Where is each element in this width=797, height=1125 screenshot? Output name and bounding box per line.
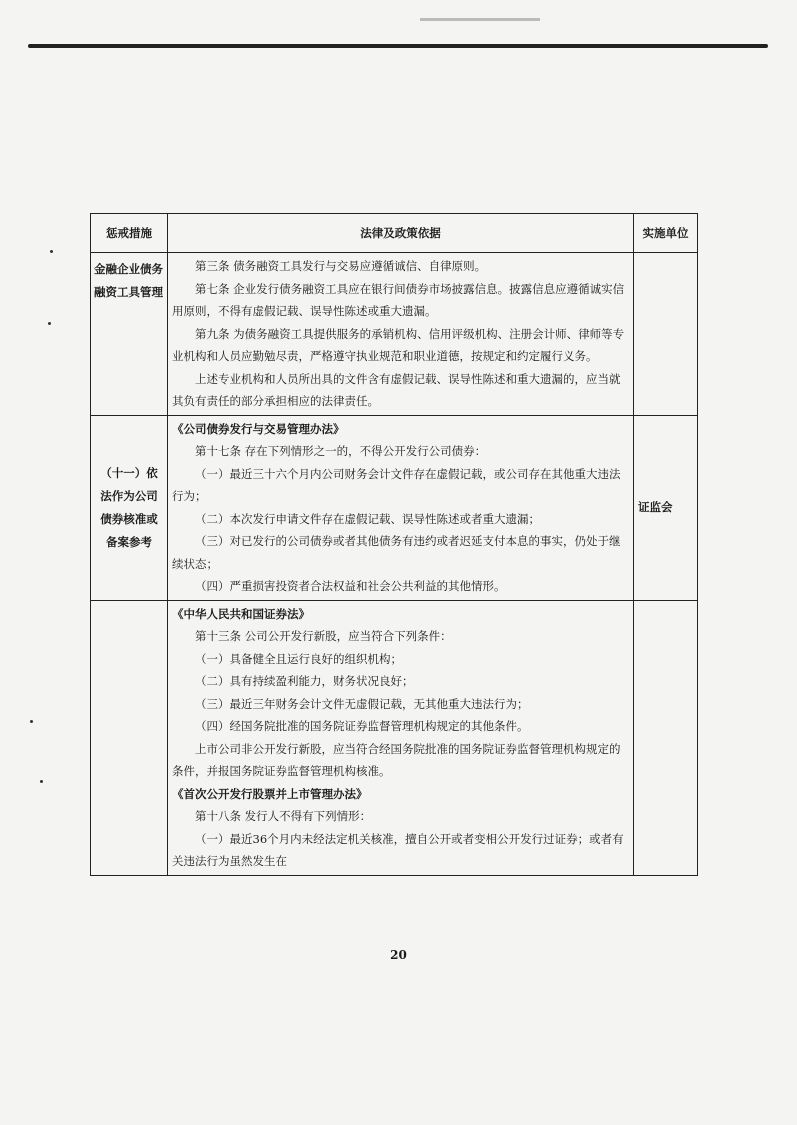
article-paragraph: （四）经国务院批准的国务院证券监督管理机构规定的其他条件。 [195,719,529,733]
page-number: 20 [390,948,407,962]
law-title: 《中华人民共和国证券法》 [172,606,310,621]
scan-artifact [420,18,540,21]
article-paragraph: 第十八条 发行人不得有下列情形： [195,809,372,823]
article-paragraph: （一）最近三十六个月内公司财务会计文件存在虚假记载，或公司存在其他重大违法行为； [172,466,621,503]
article-paragraph: （一）最近36个月内未经法定机关核准，擅自公开或者变相公开发行过证券；或者有关违法行为虽然发生在 [172,831,624,868]
article-paragraph: （一）具备健全且运行良好的组织机构； [195,651,402,666]
basis-cell [168,253,634,416]
law-title: 《首次公开发行股票并上市管理办法》 [172,786,368,801]
measure-cell: 金融企业债务融资工具管理 [91,253,168,416]
article-paragraph: 第十三条 公司公开发行新股，应当符合下列条件： [195,629,452,643]
basis-cell [168,600,634,875]
article-paragraph: 第三条 债务融资工具发行与交易应遵循诚信、自律原则。 [195,259,487,273]
article-paragraph: 第七条 企业发行债务融资工具应在银行间债券市场披露信息。披露信息应遵循诚实信用原则，不得有虚假记载、误导性陈述或重大遗漏。 [172,281,625,318]
table-row [91,415,698,600]
table-row [91,253,698,416]
unit-cell [634,253,698,416]
header-basis: 法律及政策依据 [168,214,634,253]
scan-speck [40,780,43,783]
scan-speck [48,322,51,325]
unit-cell: 证监会 [634,415,698,600]
measure-cell [91,600,168,875]
article-paragraph: 第九条 为债务融资工具提供服务的承销机构、信用评级机构、注册会计师、律师等专业机构和人员应勤勉尽责，严格遵守执业规范和职业道德，按规定和约定履行义务。 [172,326,625,363]
basis-cell [168,415,634,600]
header-unit: 实施单位 [634,214,698,253]
article-paragraph: 上述专业机构和人员所出具的文件含有虚假记载、误导性陈述和重大遗漏的，应当就其负有责任的部分承担相应的法律责任。 [172,371,621,408]
article-paragraph: （三）最近三年财务会计文件无虚假记载，无其他重大违法行为； [195,696,529,711]
article-paragraph: 第十七条 存在下列情形之一的，不得公开发行公司债券： [195,444,487,458]
article-paragraph: （三）对已发行的公司债券或者其他债务有违约或者迟延支付本息的事实，仍处于继续状态； [172,534,621,571]
table-row [91,600,698,875]
scan-speck [30,720,33,723]
law-title: 《公司债券发行与交易管理办法》 [172,421,345,436]
article-paragraph: （二）具有持续盈利能力，财务状况良好； [195,674,414,688]
measure-cell: （十一）依法作为公司债券核准或备案参考 [91,415,168,600]
article-paragraph: 上市公司非公开发行新股，应当符合经国务院批准的国务院证券监督管理机构规定的条件，并报国务院证券监督管理机构核准。 [172,741,621,778]
policy-table [90,213,698,876]
unit-cell [634,600,698,875]
article-paragraph: （四）严重损害投资者合法权益和社会公共利益的其他情形。 [195,579,506,593]
scan-edge-bar [28,44,768,48]
table-header-row [91,214,698,253]
scan-speck [50,250,53,253]
article-paragraph: （二）本次发行申请文件存在虚假记载、误导性陈述或者重大遗漏； [195,511,540,526]
header-measure: 惩戒措施 [91,214,168,253]
